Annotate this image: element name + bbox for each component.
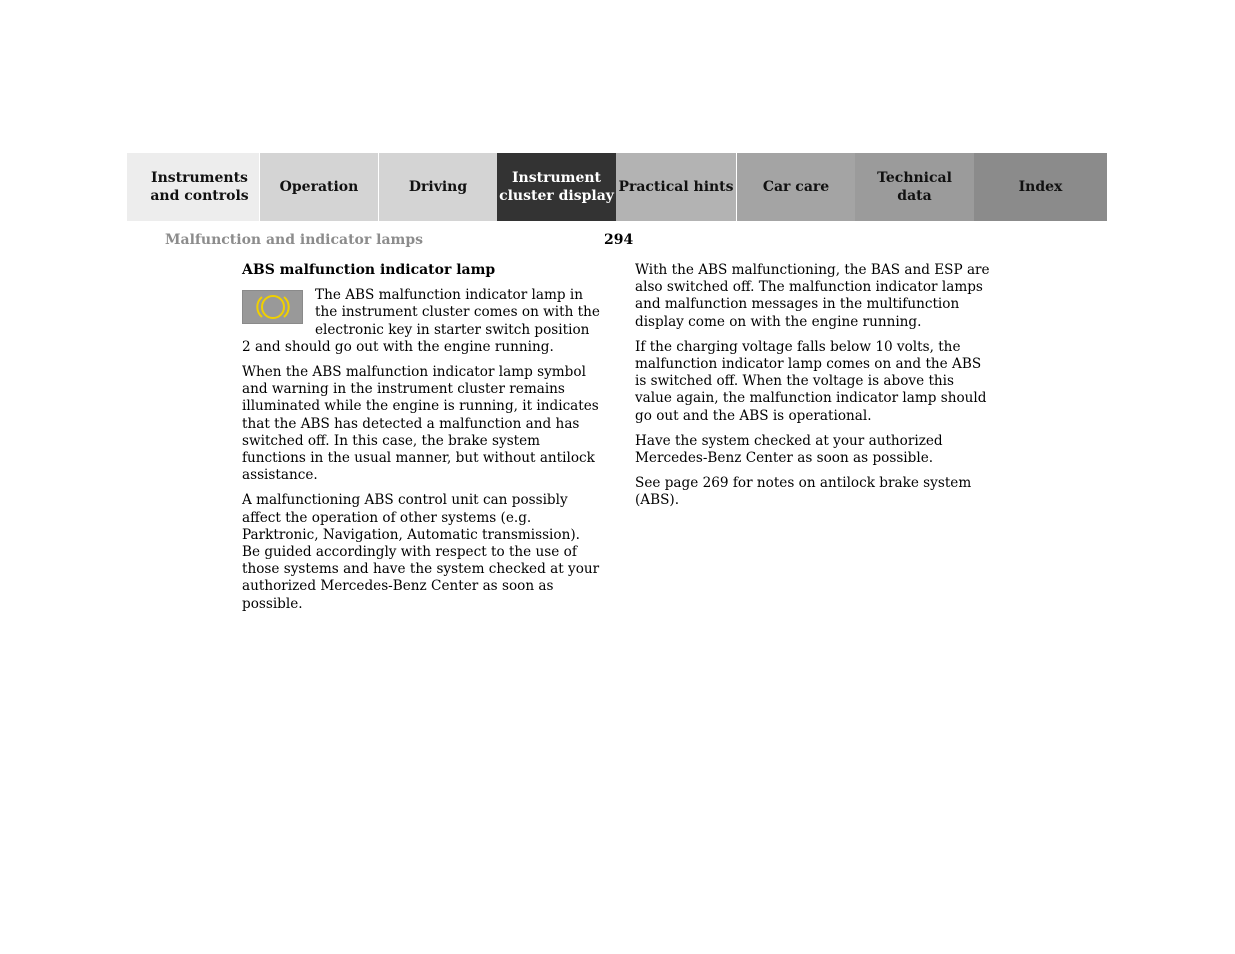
tab-label-line2: data [897,188,932,204]
abs-warning-lamp-icon [242,290,303,324]
paragraph: If the charging voltage falls below 10 volts, the malfunction indicator lamp comes on and the ABS is switched off. When the voltage is above this value again, the malfunction indicator lamp should go out and the ABS is operational. [635,338,987,424]
paragraph: See page 269 for notes on antilock brake system (ABS). [635,475,972,509]
tab-label-line1: Technical [877,170,952,186]
abs-lamp-symbol [253,292,293,322]
tab-instrument-cluster-display[interactable] [497,153,616,221]
tab-practical-hints[interactable] [616,153,736,221]
section-title: Malfunction and indicator lamps [165,232,424,248]
tab-label-line1: Instrument [512,170,601,186]
tab-label-line1: Driving [408,179,468,195]
tab-label-line2: cluster display [499,188,614,204]
tab-label-line2: and controls [150,188,249,204]
right-column [635,262,995,518]
paragraph: When the ABS malfunction indicator lamp symbol and warning in the instrument cluster remains illuminated while the engine is running, it indicates that the ABS has detected a malfunction and has switched off. In this case, the brake system functions in the usual manner, but without antilock assistance. [242,364,599,484]
chapter-navigation-bar [127,153,1108,221]
lamp-paragraph-block [242,287,602,356]
page-number: 294 [604,232,634,248]
paragraph: The ABS malfunction indicator lamp in the instrument cluster comes on with the electronic key in starter switch position 2 and should go out with the engine running. [242,287,600,355]
tab-driving[interactable] [378,153,497,221]
tab-label-line1: Index [1018,179,1063,195]
tab-technical-data[interactable] [855,153,974,221]
tab-label-line1: Car care [762,179,830,195]
tab-index[interactable] [974,153,1107,221]
tab-label-line1: Instruments [151,170,248,186]
paragraph: A malfunctioning ABS control unit can possibly affect the operation of other systems (e.g. Parktronic, Navigation, Automatic transmission). Be guided accordingly with respect to the use of those systems and have the system checked at your authorized Mercedes-Benz Center as soon as possible. [242,492,600,612]
tab-label-line1: Operation [279,179,359,195]
tab-operation[interactable] [259,153,378,221]
section-heading: ABS malfunction indicator lamp [242,262,496,278]
tab-car-care[interactable] [736,153,855,221]
paragraph: Have the system checked at your authorized Mercedes-Benz Center as soon as possible. [635,432,943,467]
left-column [242,262,602,621]
paragraph: With the ABS malfunctioning, the BAS and ESP are also switched off. The malfunction indicator lamps and malfunction messages in the multifunction display come on with the engine running. [635,262,990,330]
tab-instruments-and-controls[interactable] [127,153,259,221]
tab-label-line1: Practical hints [618,179,734,195]
